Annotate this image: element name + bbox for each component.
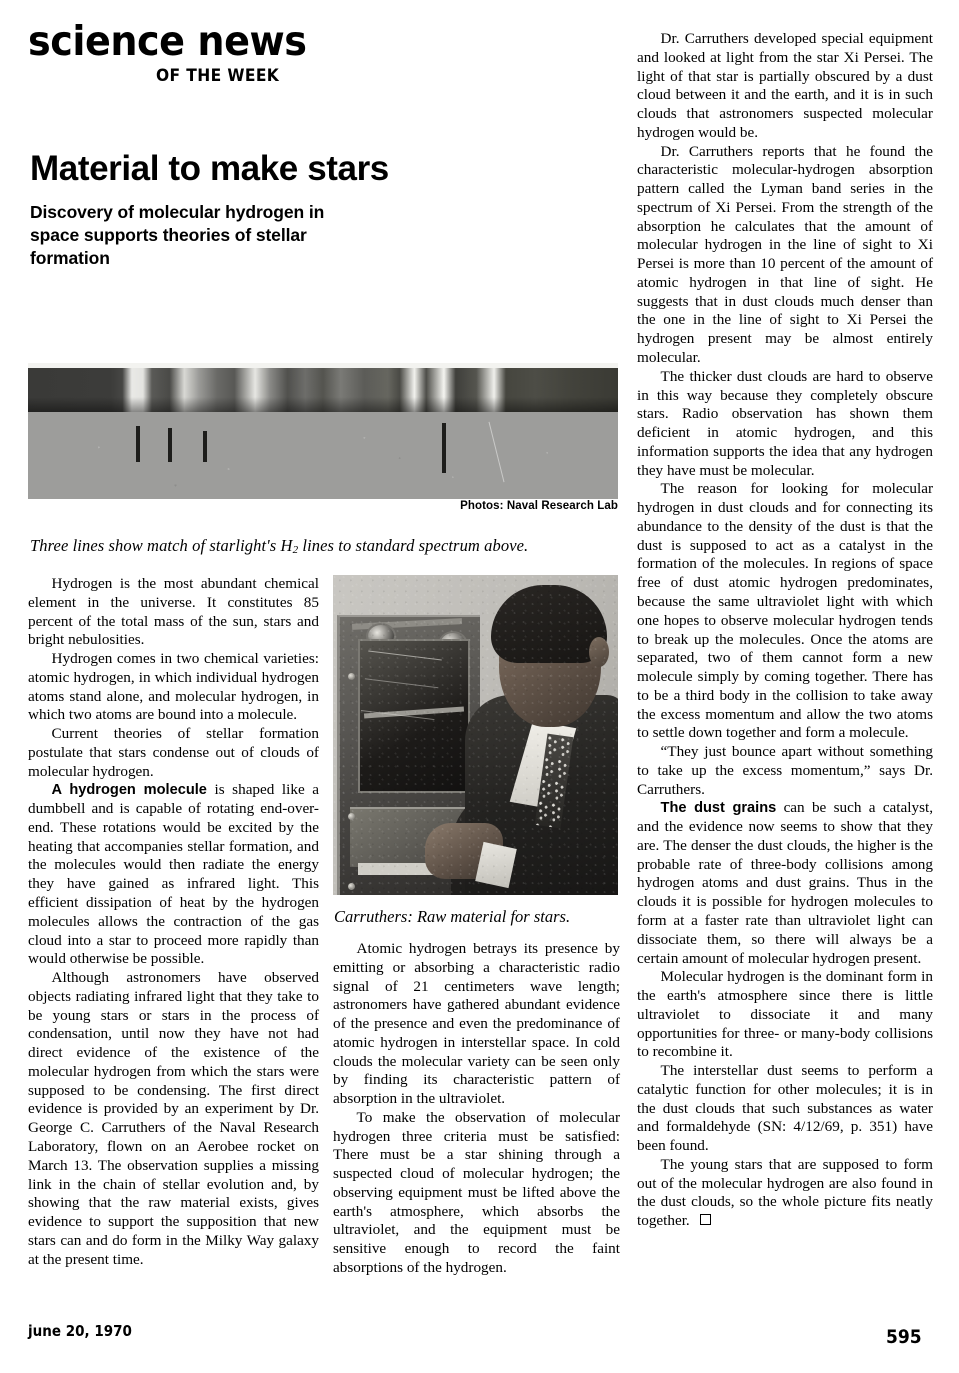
spectrum-caption-part1: Three lines show match of starlight's H (30, 536, 293, 555)
photo-credit: Photos: Naval Research Lab (460, 500, 618, 512)
bold-lead-in: The dust grains (660, 800, 777, 817)
article-deck: Discovery of molecular hydrogen in space supports theories of stellar formation (30, 202, 325, 269)
spectrum-caption-part2: lines to standard spectrum above. (298, 536, 529, 555)
body-column-right (637, 30, 933, 1231)
masthead-title: science news (28, 17, 307, 65)
paragraph: The thicker dust clouds are hard to observe in this way because they completely obscure stars. Radio observation has shown them deficient in atomic hydrogen, and this information supports the idea that any hydrogen they have must be molecular. (637, 367, 933, 479)
paragraph-rest: is shaped like a dumbbell and is capable of rotating end-over-end. These rotations would be excited by the heating that accompanies stellar formation, and the molecules would then radiate the energy they have gained as infrared light. This efficient dissipation of heat by the hydrogen molecules allows the contraction of the gas cloud into a star to proceed more rapidly than would otherwise be possible. (28, 781, 319, 968)
paragraph-text: The young stars that are supposed to form out of the molecular hydrogen are also found in the dust clouds, so the whole picture fits neatly together. (637, 1155, 933, 1230)
paragraph: The reason for looking for molecular hydrogen in dust clouds and for connecting its abundance to the density of the dust is that the dust is supposed to act as a catalyst in the formation of the molecules. In regions of space free of dust atomic hydrogen predominates, because the same ultraviolet light with which one hopes to observe molecular hydrogen tends to break up the molecules. Once the atoms are separated, two of them cannot form a new molecule simply by coming together. There has to be a third body in the collision to take away the excess momentum and allow the two atoms to settle down together and form a molecule. (637, 480, 933, 742)
paragraph: Atomic hydrogen betrays its presence by emitting or absorbing a characteristic radio signal of 21 centimeters wave length; astronomers have gathered abundant evidence of the presence and even the predominance of atomic hydrogen in interstellar space. In cold clouds the molecular variety can be seen only by finding its characteristic pattern of absorption in the ultraviolet. (333, 940, 620, 1108)
spectrum-tick-mark (203, 431, 207, 462)
masthead (28, 17, 328, 85)
paragraph-with-bold-lead (28, 781, 319, 969)
spectrum-tick-mark (136, 426, 140, 462)
photo-grain-texture (333, 575, 618, 895)
spectrum-photo (28, 363, 618, 499)
carruthers-photo (333, 575, 618, 895)
spectrum-caption-subscript: 2 (292, 544, 299, 556)
portrait-figure (333, 575, 618, 895)
body-column-left (28, 575, 319, 1269)
spectrum-figure (28, 363, 618, 499)
paragraph: Dr. Carruthers reports that he found the characteristic molecular-hydrogen absorption pattern called the Lyman band series in the spectrum of Xi Persei. From the strength of the absorption he calculates that the amount of molecular hydrogen in the line of sight to Xi Persei is more than 10 percent of the amount of atomic hydrogen in that line of sight. He suggests that in dust clouds much denser than the one in the line of sight to Xi Persei the hydrogen present may be almost entirely molecular. (637, 142, 933, 367)
paragraph: Dr. Carruthers developed special equipment and looked at light from the star Xi Persei. The light of that star is partially obscured by a dust cloud between it and the earth, and it is in such clouds that astronomers suspected molecular hydrogen would be. (637, 30, 933, 141)
end-mark-icon (700, 1214, 711, 1225)
paragraph: Hydrogen is the most abundant chemical element in the universe. It constitutes 85 percent of the total mass of the sun, stars and bright nebulosities. (28, 575, 319, 649)
paragraph: To make the observation of molecular hydrogen three criteria must be satisfied: There must be a star shining through a suspected cloud of molecular hydrogen; the observing equipment must be lifted above the earth's atmosphere, which absorbs the ultraviolet, and the equipment must be sensitive enough to record the faint absorptions of the hydrogen. (333, 1108, 620, 1277)
paragraph: Hydrogen comes in two chemical varieties: atomic hydrogen, in which individual hydrogen atoms stand alone, and molecular hydrogen, in which two atoms are bound into a molecule. (28, 650, 319, 724)
paragraph: “They just bounce apart without something to take up the excess momentum,” says Dr. Carruthers. (637, 743, 933, 798)
footer-issue-date: june 20, 1970 (28, 1322, 132, 1340)
body-column-middle (333, 940, 620, 1278)
paragraph-rest: can be such a catalyst, and the evidence now seems to show that they are. The denser the dust clouds, the higher is the probable rate of three-body collisions among hydrogen atoms and dust grains. Thus in the clouds it is possible for hydrogen molecules to form at a faster rate than ultraviolet light can dissociate them, so there will always be a certain amount of molecular hydrogen present. (637, 799, 933, 967)
paragraph-with-bold-lead (637, 799, 933, 968)
paragraph: Although astronomers have observed objects radiating infrared light that they take to be young stars or stars in the process of condensation, until now they have not had direct evidence of the existence of the molecular hydrogen from which the stars were supposed to be condensing. The first direct evidence is provided by an experiment by Dr. George C. Carruthers of the Naval Research Laboratory, flown on an Aerobee rocket on March 13. The observation supplies a missing link in the chain of stellar evolution and, by showing that the raw material exists, gives evidence to support the supposition that new stars can and do form in the Milky Way galaxy at the present time. (28, 969, 319, 1268)
bold-lead-in: A hydrogen molecule (51, 782, 207, 799)
paragraph: Current theories of stellar formation postulate that stars condense out of clouds of molecular hydrogen. (28, 725, 319, 780)
spectrum-strip (28, 368, 618, 412)
spectrum-tick-mark (168, 428, 172, 462)
paragraph: The interstellar dust seems to perform a catalytic function for other molecules; it is in the dust clouds that such substances as water and formaldehyde (SN: 4/12/69, p. 351) have been found. (637, 1062, 933, 1155)
spectrum-tick-mark (442, 423, 446, 473)
portrait-caption: Carruthers: Raw material for stars. (334, 907, 571, 926)
spectrum-caption (30, 536, 622, 556)
article-headline: Material to make stars (30, 149, 389, 189)
paragraph-final (637, 1156, 933, 1231)
masthead-subtitle: OF THE WEEK (156, 65, 280, 85)
footer-page-number: 595 (886, 1326, 922, 1348)
paragraph: Molecular hydrogen is the dominant form in the earth's atmosphere since there is little ultraviolet to dissociate it and many opportunities for three- or many-body collisions to recombine it. (637, 968, 933, 1061)
